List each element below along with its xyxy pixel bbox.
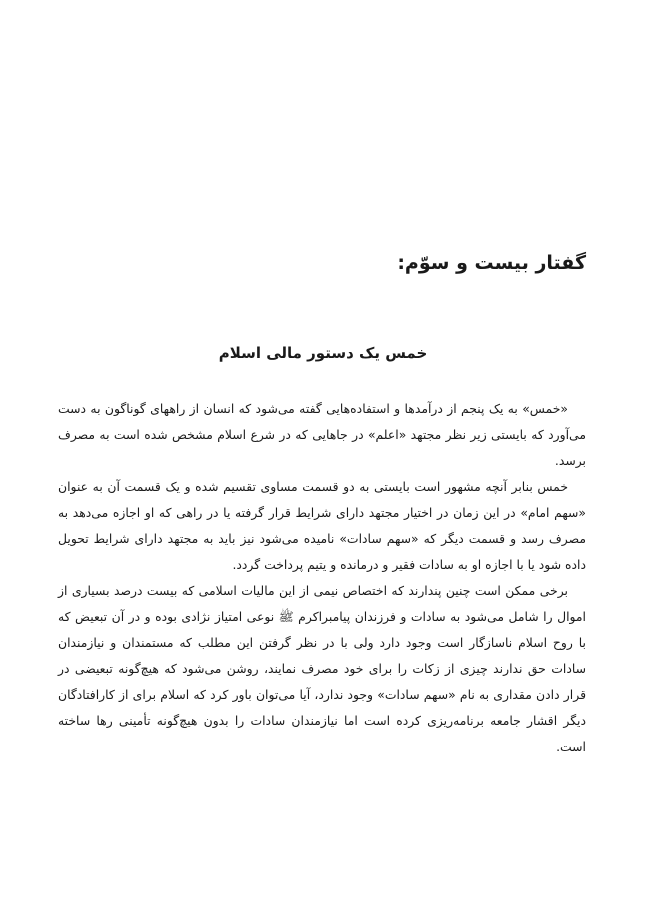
paragraph-3: برخی ممکن است چنین پندارند که اختصاص نیمی از این مالیات اسلامی که بیست درصد بسیاری از اموال را شامل می‌شود به سادات و فرزندان پیامبراکرم ﷺ نوعی امتیاز نژادی بوده و در آن تبعیض که با روح اسلام ناسازگار است وجود دارد ولی با در نظر گرفتن این مطلب که مستمندان و نیازمندان سادات حق ندارند چیزی از زکات را برای خود مصرف نمایند، روشن می‌شود که هیچ‌گونه تبعیضی در قرار دادن مقداری به نام «سهم سادات» وجود ندارد، آیا می‌توان باور کرد که اسلام برای از کارافتادگان دیگر اقشار جامعه برنامه‌ریزی کرده است اما نیازمندان سادات را بدون هیچ‌گونه تأمینی رها ساخته است. [58, 583, 586, 754]
paragraph-2: خمس بنابر آنچه مشهور است بایستی به دو قسمت مساوی تقسیم شده و یک قسمت آن به عنوان «سهم امام» در این زمان در اختیار مجتهد دارای شرایط قرار گرفته یا در راهی که او اجازه می‌دهد به مصرف رسد و قسمت دیگر که «سهم سادات» نامیده می‌شود نیز باید به مجتهد دارای شرایط تحویل داده شود یا با اجازه او به سادات فقیر و درمانده و یتیم پرداخت گردد. [58, 479, 586, 572]
section-title: خمس یک دستور مالی اسلام [218, 344, 428, 362]
body-text [58, 396, 586, 760]
chapter-title: گفتار بیست و سوّم: [397, 252, 586, 274]
paragraph-1: «خمس» به یک پنجم از درآمدها و استفاده‌هایی گفته می‌شود که انسان از راههای گوناگون به دست می‌آورد که بایستی زیر نظر مجتهد «اعلم» در جاهایی که در شرع اسلام مشخص شده است به مصرف برسد. [58, 401, 586, 468]
